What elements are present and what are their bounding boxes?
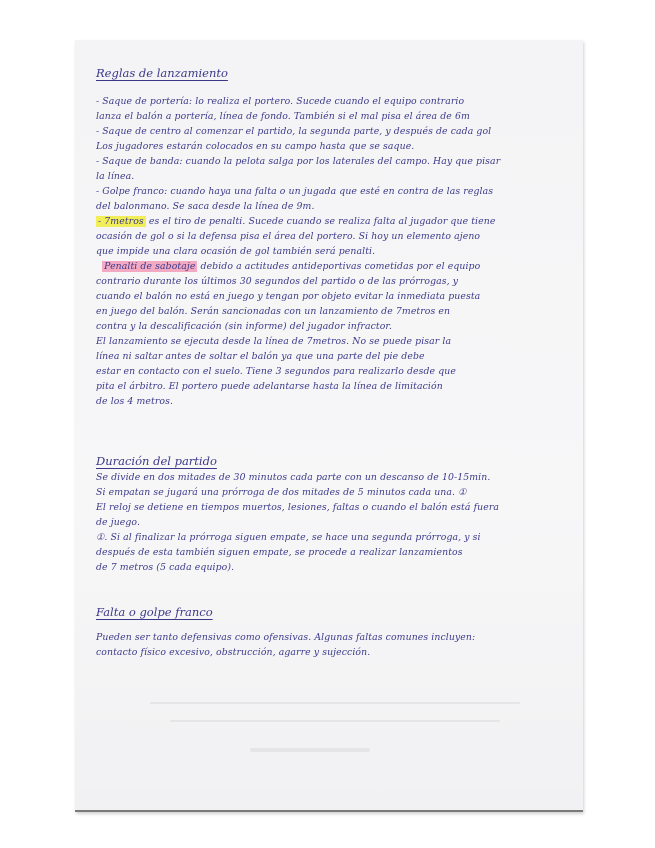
note-line: El lanzamiento se ejecuta desde la línea de 7metros. No se puede pisar la	[96, 336, 452, 347]
note-line-sabotaje	[96, 259, 556, 274]
note-line: - Saque de portería: lo realiza el portero. Sucede cuando el equipo contrario	[96, 96, 465, 107]
bleed-through-line	[250, 748, 370, 752]
note-line: en juego del balón. Serán sancionadas con un lanzamiento de 7metros en	[96, 306, 451, 317]
highlight-7metros: - 7metros	[98, 216, 144, 227]
note-line: debido a actitudes antideportivas cometidas por el equipo	[200, 261, 481, 272]
falta-text	[96, 630, 556, 660]
heading-falta: Falta o golpe franco	[96, 605, 213, 619]
note-line: cuando el balón no está en juego y tengan por objeto evitar la inmediata puesta	[96, 291, 481, 302]
heading-duracion: Duración del partido	[96, 454, 217, 468]
note-line-7metros	[96, 214, 556, 229]
lanzamiento-text	[96, 94, 556, 409]
note-line: de 7 metros (5 cada equipo).	[96, 562, 235, 573]
note-line: de juego.	[96, 517, 141, 528]
note-line: contacto físico excesivo, obstrucción, agarre y sujección.	[96, 647, 371, 658]
note-line: línea ni saltar antes de soltar el balón ya que una parte del pie debe	[96, 351, 425, 362]
note-line: pita el árbitro. El portero puede adelantarse hasta la línea de limitación	[96, 381, 443, 392]
note-line: Si empatan se jugará una prórroga de dos mitades de 5 minutos cada una. ①	[96, 487, 467, 498]
note-line: - Saque de banda: cuando la pelota salga por los laterales del campo. Hay que pisar	[96, 156, 501, 167]
note-line: después de esta también siguen empate, se procede a realizar lanzamientos	[96, 547, 463, 558]
note-line: - Golpe franco: cuando haya una falta o un jugada que esté en contra de las reglas	[96, 186, 494, 197]
note-line: del balonmano. Se saca desde la línea de 9m.	[96, 201, 315, 212]
note-line: El reloj se detiene en tiempos muertos, lesiones, faltas o cuando el balón está fuera	[96, 502, 500, 513]
note-line: estar en contacto con el suelo. Tiene 3 segundos para realizarlo desde que	[96, 366, 456, 377]
note-line: contra y la descalificación (sin informe) del jugador infractor.	[96, 321, 393, 332]
highlight-sabotaje: Penalti de sabotaje	[104, 261, 196, 272]
note-line: es el tiro de penalti. Sucede cuando se realiza falta al jugador que tiene	[148, 216, 496, 227]
note-line: que impide una clara ocasión de gol también será penalti.	[96, 246, 376, 257]
bleed-through-line	[170, 720, 500, 722]
note-line: ①. Si al finalizar la prórroga siguen empate, se hace una segunda prórroga, y si	[96, 532, 481, 543]
note-line: de los 4 metros.	[96, 396, 173, 407]
note-line: ocasión de gol o si la defensa pisa el área del portero. Si hoy un elemento ajeno	[96, 231, 481, 242]
duracion-text	[96, 470, 556, 575]
note-line: Pueden ser tanto defensivas como ofensivas. Algunas faltas comunes incluyen:	[96, 632, 476, 643]
note-line: contrario durante los últimos 30 segundos del partido o de las prórrogas, y	[96, 276, 459, 287]
note-line: - Saque de centro al comenzar el partido, la segunda parte, y después de cada gol	[96, 126, 492, 137]
bleed-through-line	[150, 702, 520, 704]
heading-lanzamiento: Reglas de lanzamiento	[96, 66, 228, 80]
note-line: lanza el balón a portería, línea de fondo. También si el mal pisa el área de 6m	[96, 111, 470, 122]
note-line: la línea.	[96, 171, 135, 182]
note-line: Los jugadores estarán colocados en su campo hasta que se saque.	[96, 141, 415, 152]
note-line: Se divide en dos mitades de 30 minutos cada parte con un descanso de 10-15min.	[96, 472, 491, 483]
